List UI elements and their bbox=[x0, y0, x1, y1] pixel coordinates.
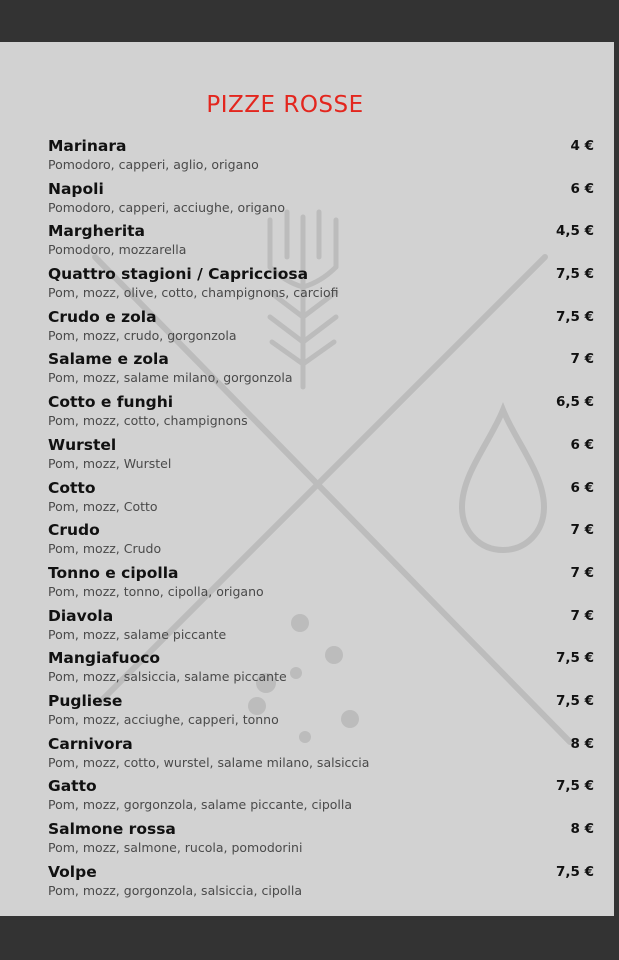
menu-item bbox=[48, 392, 598, 435]
menu-item bbox=[48, 349, 598, 392]
menu-item bbox=[48, 221, 598, 264]
item-price: 7,5 € bbox=[555, 308, 594, 325]
item-description: Pom, mozz, salsiccia, salame piccante bbox=[48, 669, 287, 685]
menu-item bbox=[48, 776, 598, 819]
menu-item bbox=[48, 862, 598, 905]
item-price: 4 € bbox=[570, 138, 594, 154]
item-price: 7 € bbox=[570, 522, 594, 539]
item-name: Mangiafuoco bbox=[48, 649, 161, 668]
item-price: 8 € bbox=[570, 735, 594, 752]
item-name: Volpe bbox=[48, 862, 97, 881]
item-name: Gatto bbox=[48, 777, 97, 796]
item-description: Pom, mozz, salame milano, gorgonzola bbox=[48, 370, 293, 386]
item-description: Pom, mozz, cotto, champignons bbox=[48, 413, 248, 429]
item-description: Pom, mozz, tonno, cipolla, origano bbox=[48, 583, 264, 599]
menu-item bbox=[48, 520, 598, 563]
item-price: 6 € bbox=[570, 180, 594, 197]
item-description: Pomodoro, capperi, aglio, origano bbox=[48, 157, 259, 172]
item-price: 7,5 € bbox=[555, 778, 594, 795]
item-description: Pom, mozz, Crudo bbox=[48, 541, 162, 557]
item-price: 7,5 € bbox=[555, 863, 594, 880]
menu-item bbox=[48, 819, 598, 862]
item-price: 6 € bbox=[570, 436, 594, 453]
menu-page bbox=[0, 42, 614, 916]
menu-item bbox=[48, 136, 598, 179]
item-price: 4,5 € bbox=[555, 223, 594, 240]
item-description: Pom, mozz, acciughe, capperi, tonno bbox=[48, 711, 279, 727]
item-price: 7 € bbox=[570, 564, 594, 581]
item-description: Pom, mozz, Cotto bbox=[48, 498, 158, 514]
item-name: Pugliese bbox=[48, 691, 123, 710]
item-name: Quattro stagioni / Capricciosa bbox=[48, 265, 309, 284]
item-description: Pom, mozz, salame piccante bbox=[48, 626, 227, 642]
item-description: Pom, mozz, salmone, rucola, pomodorini bbox=[48, 840, 303, 855]
item-name: Marinara bbox=[48, 137, 127, 155]
menu-list bbox=[48, 136, 598, 904]
menu-item bbox=[48, 563, 598, 606]
item-price: 6 € bbox=[570, 479, 594, 496]
menu-item bbox=[48, 264, 598, 307]
item-name: Carnivora bbox=[48, 734, 133, 753]
menu-item bbox=[48, 734, 598, 777]
menu-item bbox=[48, 648, 598, 691]
item-description: Pom, mozz, gorgonzola, salame piccante, cipolla bbox=[48, 797, 353, 813]
item-name: Wurstel bbox=[48, 435, 117, 454]
menu-title: PIZZE ROSSE bbox=[206, 92, 364, 118]
item-name: Cotto bbox=[48, 478, 96, 497]
top-frame-bar bbox=[0, 0, 619, 42]
item-description: Pom, mozz, Wurstel bbox=[48, 455, 172, 471]
menu-item bbox=[48, 691, 598, 734]
item-price: 7,5 € bbox=[555, 650, 594, 667]
item-description: Pom, mozz, olive, cotto, champignons, carciofi bbox=[48, 285, 339, 301]
item-name: Margherita bbox=[48, 222, 145, 241]
item-price: 8 € bbox=[570, 821, 594, 837]
item-price: 7 € bbox=[570, 351, 594, 368]
item-name: Tonno e cipolla bbox=[48, 563, 179, 582]
item-description: Pom, mozz, cotto, wurstel, salame milano, salsiccia bbox=[48, 754, 370, 770]
item-name: Crudo bbox=[48, 521, 100, 540]
menu-item bbox=[48, 478, 598, 521]
item-name: Napoli bbox=[48, 179, 104, 198]
item-name: Salmone rossa bbox=[48, 820, 176, 838]
item-name: Cotto e funghi bbox=[48, 393, 174, 412]
bottom-frame-bar bbox=[0, 916, 619, 960]
item-price: 7,5 € bbox=[555, 266, 594, 283]
item-description: Pomodoro, mozzarella bbox=[48, 242, 187, 258]
item-name: Salame e zola bbox=[48, 350, 169, 369]
item-price: 7,5 € bbox=[555, 692, 594, 709]
item-description: Pomodoro, capperi, acciughe, origano bbox=[48, 199, 285, 215]
menu-item bbox=[48, 435, 598, 478]
menu-item bbox=[48, 606, 598, 649]
menu-item bbox=[48, 179, 598, 222]
item-description: Pom, mozz, gorgonzola, salsiccia, cipolla bbox=[48, 882, 303, 898]
menu-item bbox=[48, 307, 598, 350]
item-name: Diavola bbox=[48, 606, 114, 625]
item-description: Pom, mozz, crudo, gorgonzola bbox=[48, 327, 237, 343]
item-price: 6,5 € bbox=[555, 394, 594, 411]
item-price: 7 € bbox=[570, 607, 594, 624]
item-name: Crudo e zola bbox=[48, 307, 157, 326]
